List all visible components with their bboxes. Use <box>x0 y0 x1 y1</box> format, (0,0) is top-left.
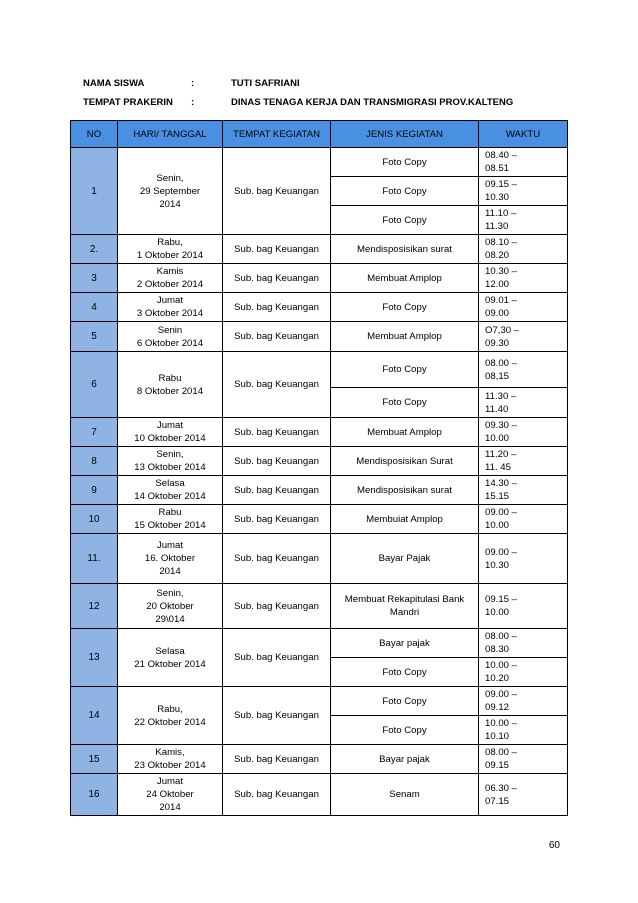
row-number: 6 <box>71 352 118 418</box>
table-row <box>71 322 568 352</box>
row-time <box>479 264 568 293</box>
row-activity <box>331 235 479 264</box>
cell-line: 11.30 <box>485 221 509 232</box>
cell-line: Bayar pajak <box>379 753 430 765</box>
row-location: Sub. bag Keuangan <box>223 629 331 687</box>
row-location: Sub. bag Keuangan <box>223 322 331 352</box>
row-activity <box>331 388 479 418</box>
cell-line: 09.00 <box>485 308 510 319</box>
row-number: 5 <box>71 322 118 352</box>
table-row <box>71 418 568 447</box>
cell-line: Bayar pajak <box>379 637 430 649</box>
row-activity <box>331 658 479 687</box>
row-number: 8 <box>71 447 118 476</box>
row-activity <box>331 322 479 352</box>
table-row <box>71 687 568 716</box>
row-location: Sub. bag Keuangan <box>223 148 331 235</box>
header-hari: HARI/ TANGGAL <box>118 121 223 148</box>
row-time <box>479 388 568 418</box>
row-location: Sub. bag Keuangan <box>223 293 331 322</box>
cell-line: 1 Oktober 2014 <box>136 250 204 261</box>
cell-line: 09.12 <box>485 702 510 713</box>
row-activity <box>331 584 479 629</box>
cell-line: Selasa <box>155 478 185 489</box>
row-location: Sub. bag Keuangan <box>223 264 331 293</box>
row-date <box>118 352 223 418</box>
cell-line: Kamis, <box>155 747 185 758</box>
cell-line: Rabu, <box>157 237 183 248</box>
row-time <box>479 534 568 584</box>
cell-line: 09.15 – <box>485 594 518 605</box>
cell-line: Selasa <box>155 645 185 657</box>
cell-line: 14 Oktober 2014 <box>134 491 206 502</box>
row-date <box>118 629 223 687</box>
row-activity <box>331 716 479 745</box>
activity-table <box>70 120 568 816</box>
cell-line: Kamis <box>156 266 184 277</box>
row-time <box>479 716 568 745</box>
cell-line: Foto Copy <box>382 301 427 313</box>
row-location: Sub. bag Keuangan <box>223 418 331 447</box>
row-location: Sub. bag Keuangan <box>223 687 331 745</box>
page-number: 60 <box>548 840 560 851</box>
row-date <box>118 293 223 322</box>
cell-line: 10.30 <box>485 192 510 203</box>
cell-line: 09.00 – <box>485 546 518 558</box>
row-date <box>118 745 223 774</box>
row-date <box>118 418 223 447</box>
row-date <box>118 235 223 264</box>
cell-line: Membuat Amplop <box>367 272 442 284</box>
cell-line: 2 Oktober 2014 <box>136 279 204 290</box>
row-time <box>479 418 568 447</box>
row-activity <box>331 264 479 293</box>
cell-line: 12.00 <box>485 279 510 290</box>
cell-line: 29\014 <box>155 613 185 625</box>
row-time <box>479 658 568 687</box>
cell-line: 15 Oktober 2014 <box>134 520 206 531</box>
row-location: Sub. bag Keuangan <box>223 774 331 816</box>
cell-line: 15.15 <box>485 491 510 502</box>
row-date <box>118 774 223 816</box>
row-date <box>118 264 223 293</box>
cell-line: 08.00 – <box>485 631 518 642</box>
row-location: Sub. bag Keuangan <box>223 447 331 476</box>
nama-colon: : <box>191 78 195 89</box>
row-number: 11. <box>71 534 118 584</box>
cell-line: 08.20 <box>485 250 510 261</box>
header-no: NO <box>71 121 118 148</box>
cell-line: 2014 <box>159 566 181 577</box>
cell-line: Foto Copy <box>382 364 427 375</box>
row-location: Sub. bag Keuangan <box>223 745 331 774</box>
row-location: Sub. bag Keuangan <box>223 235 331 264</box>
row-number: 10 <box>71 505 118 534</box>
row-number: 7 <box>71 418 118 447</box>
cell-line: 10.00 – <box>485 718 518 729</box>
row-time <box>479 352 568 388</box>
cell-line: Jumat <box>156 776 184 787</box>
cell-line: 2014 <box>159 198 181 210</box>
cell-line: 16. Oktober <box>144 553 196 564</box>
table-row <box>71 534 568 584</box>
cell-line: 14.30 – <box>485 478 518 489</box>
row-date <box>118 687 223 745</box>
cell-line: 08.40 – <box>485 150 518 161</box>
row-number: 2. <box>71 235 118 264</box>
row-activity <box>331 447 479 476</box>
cell-line: Jumat <box>156 420 184 431</box>
table-row <box>71 629 568 658</box>
cell-line: Rabu, <box>157 703 183 715</box>
cell-line: 10.20 <box>485 673 510 684</box>
row-time <box>479 584 568 629</box>
cell-line: 8 Oktober 2014 <box>136 385 204 397</box>
row-activity <box>331 177 479 206</box>
cell-line: 11.10 – <box>485 208 517 219</box>
cell-line: Senin, <box>156 172 184 184</box>
cell-line: Foto Copy <box>382 214 427 226</box>
cell-line: Mendisposisikan surat <box>357 484 452 496</box>
cell-line: 6 Oktober 2014 <box>136 337 204 349</box>
cell-line: 09.15 <box>485 760 510 771</box>
cell-line: 11. 45 <box>485 462 511 473</box>
tempat-label: TEMPAT PRAKERIN <box>83 97 173 108</box>
cell-line: Foto Copy <box>382 397 427 408</box>
header-jenis: JENIS KEGIATAN <box>331 121 479 148</box>
row-location: Sub. bag Keuangan <box>223 584 331 629</box>
table-row <box>71 476 568 505</box>
row-time <box>479 447 568 476</box>
cell-line: Senin <box>157 324 183 336</box>
header-tempat: TEMPAT KEGIATAN <box>223 121 331 148</box>
cell-line: 08.10 – <box>485 237 518 248</box>
cell-line: Jumat <box>156 295 184 306</box>
cell-line: 10.00 <box>485 520 510 531</box>
nama-value: TUTI SAFRIANI <box>231 78 300 89</box>
cell-line: Jumat <box>156 540 184 551</box>
cell-line: Foto Copy <box>382 724 427 736</box>
row-activity <box>331 774 479 816</box>
row-activity <box>331 629 479 658</box>
row-number: 16 <box>71 774 118 816</box>
row-number: 3 <box>71 264 118 293</box>
header-waktu: WAKTU <box>479 121 568 148</box>
table-row <box>71 264 568 293</box>
cell-line: 09.15 – <box>485 179 518 190</box>
tempat-value: DINAS TENAGA KERJA DAN TRANSMIGRASI PROV.KALTENG <box>231 97 514 108</box>
cell-line: 09.30 <box>485 337 510 349</box>
cell-line: Foto Copy <box>382 185 427 197</box>
row-time <box>479 505 568 534</box>
cell-line: 08.00 – <box>485 357 518 369</box>
cell-line: Rabu <box>158 507 182 518</box>
cell-line: 20 Oktober <box>146 600 194 612</box>
cell-line: 3 Oktober 2014 <box>136 308 204 319</box>
row-number: 15 <box>71 745 118 774</box>
cell-line: 10.30 <box>485 559 510 571</box>
cell-line: 24 Oktober <box>146 789 194 800</box>
cell-line: Membuiat Amplop <box>366 513 443 525</box>
row-date <box>118 447 223 476</box>
cell-line: 09.00 – <box>485 507 518 518</box>
cell-line: Foto Copy <box>382 666 427 678</box>
cell-line: 11.30 – <box>485 390 517 402</box>
cell-line: 06.30 – <box>485 782 518 794</box>
row-time <box>479 148 568 177</box>
row-location: Sub. bag Keuangan <box>223 505 331 534</box>
cell-line: O7,30 – <box>485 324 520 336</box>
table-row <box>71 584 568 629</box>
cell-line: 10.00 <box>485 433 510 444</box>
cell-line: Membuat Rekapitulasi Bank <box>344 594 465 605</box>
cell-line: Foto Copy <box>382 156 427 168</box>
row-location: Sub. bag Keuangan <box>223 352 331 418</box>
cell-line: Mandri <box>389 607 420 618</box>
cell-line: 08.30 <box>485 644 510 655</box>
cell-line: 07.15 <box>485 795 510 807</box>
table-row <box>71 505 568 534</box>
row-number: 13 <box>71 629 118 687</box>
row-time <box>479 322 568 352</box>
row-number: 14 <box>71 687 118 745</box>
row-activity <box>331 148 479 177</box>
cell-line: 08.51 <box>485 163 510 174</box>
table-body <box>71 148 568 816</box>
cell-line: 10.00 – <box>485 660 518 671</box>
tempat-colon: : <box>191 97 195 108</box>
row-date <box>118 584 223 629</box>
table-row <box>71 745 568 774</box>
row-date <box>118 505 223 534</box>
cell-line: 21 Oktober 2014 <box>134 658 206 670</box>
row-time <box>479 774 568 816</box>
row-activity <box>331 418 479 447</box>
row-time <box>479 629 568 658</box>
cell-line: 10.30 – <box>485 266 518 277</box>
cell-line: Senin, <box>156 587 184 599</box>
row-time <box>479 177 568 206</box>
cell-line: Mendisposisikan surat <box>357 243 452 255</box>
row-time <box>479 235 568 264</box>
cell-line: Rabu <box>158 372 182 384</box>
cell-line: 09.00 – <box>485 689 518 700</box>
row-time <box>479 206 568 235</box>
cell-line: 10 Oktober 2014 <box>134 433 206 444</box>
cell-line: Membuat Amplop <box>367 426 442 438</box>
table-row <box>71 235 568 264</box>
cell-line: 29 September <box>139 185 201 197</box>
cell-line: Foto Copy <box>382 695 427 707</box>
row-activity <box>331 505 479 534</box>
row-activity <box>331 476 479 505</box>
cell-line: 2014 <box>159 802 181 813</box>
row-date <box>118 148 223 235</box>
table-row <box>71 447 568 476</box>
row-activity <box>331 745 479 774</box>
cell-line: Membuat Amplop <box>367 331 442 342</box>
cell-line: 08,15 <box>485 370 510 382</box>
cell-line: Senin, <box>156 449 184 460</box>
row-location: Sub. bag Keuangan <box>223 534 331 584</box>
nama-label: NAMA SISWA <box>83 78 145 89</box>
row-number: 1 <box>71 148 118 235</box>
row-time <box>479 745 568 774</box>
cell-line: Bayar Pajak <box>378 553 431 564</box>
row-activity <box>331 352 479 388</box>
table-header-row <box>71 121 568 148</box>
cell-line: 11.20 – <box>485 449 517 460</box>
cell-line: 09.01 – <box>485 295 518 306</box>
row-time <box>479 293 568 322</box>
row-time <box>479 687 568 716</box>
row-date <box>118 476 223 505</box>
row-number: 12 <box>71 584 118 629</box>
row-location: Sub. bag Keuangan <box>223 476 331 505</box>
cell-line: 23 Oktober 2014 <box>134 760 206 771</box>
row-date <box>118 322 223 352</box>
row-date <box>118 534 223 584</box>
cell-line: 10.00 <box>485 607 510 618</box>
row-time <box>479 476 568 505</box>
row-activity <box>331 534 479 584</box>
cell-line: Mendisposisikan Surat <box>356 455 453 467</box>
row-activity <box>331 687 479 716</box>
cell-line: 11.40 <box>485 403 509 415</box>
cell-line: 09.30 – <box>485 420 518 431</box>
cell-line: 22 Oktober 2014 <box>134 716 206 728</box>
table-row <box>71 774 568 816</box>
table-row <box>71 293 568 322</box>
row-number: 4 <box>71 293 118 322</box>
row-activity <box>331 206 479 235</box>
table-row <box>71 352 568 388</box>
cell-line: 08.00 – <box>485 747 518 758</box>
cell-line: Senam <box>389 789 420 800</box>
table-row <box>71 148 568 177</box>
cell-line: 10.10 <box>485 731 510 742</box>
row-number: 9 <box>71 476 118 505</box>
cell-line: 13 Oktober 2014 <box>134 462 206 473</box>
row-activity <box>331 293 479 322</box>
